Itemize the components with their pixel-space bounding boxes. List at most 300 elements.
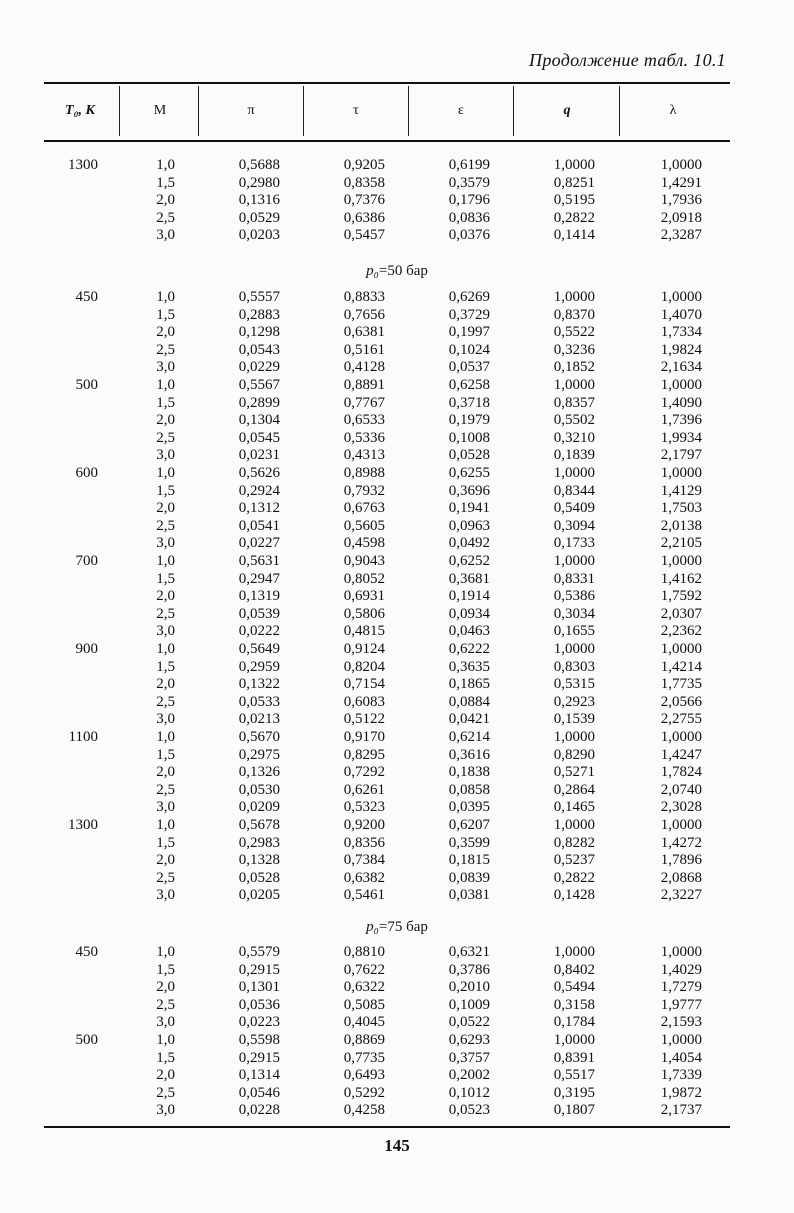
pi-cell: 0,1301 xyxy=(238,979,280,996)
lambda-cell: 1,0000 xyxy=(660,289,702,305)
lambda-cell: 1,4291 xyxy=(660,174,702,191)
lambda-cell: 1,9777 xyxy=(660,996,702,1013)
eps-cell: 0,6269 xyxy=(448,289,490,305)
eps-cell: 0,6252 xyxy=(448,553,490,569)
eps-cell: 0,1865 xyxy=(448,676,490,693)
pi-cell: 0,1322 xyxy=(238,676,280,693)
lambda-cell: 1,7503 xyxy=(660,500,702,517)
eps-cell: 0,0376 xyxy=(448,227,490,244)
eps-cell: 0,2002 xyxy=(448,1067,490,1084)
page-number: 145 xyxy=(384,1136,410,1155)
q-cell: 0,1733 xyxy=(553,535,595,552)
pi-cell: 0,0227 xyxy=(238,535,280,552)
eps-cell: 0,3718 xyxy=(448,394,490,411)
tau-cell: 0,7656 xyxy=(343,306,385,323)
t0-cell: 600 xyxy=(75,465,98,481)
header-tau: τ xyxy=(353,103,359,118)
pi-cell: 0,1326 xyxy=(238,764,280,781)
table-row xyxy=(0,588,794,606)
q-cell: 1,0000 xyxy=(553,465,595,481)
q-cell: 0,5409 xyxy=(553,500,595,517)
tau-cell: 0,5457 xyxy=(343,227,385,244)
subheading-value: =50 бар xyxy=(378,263,428,279)
tau-cell: 0,4598 xyxy=(343,535,385,552)
pi-cell: 0,5678 xyxy=(238,817,280,833)
header-q: q xyxy=(563,103,571,118)
q-cell: 0,3094 xyxy=(553,517,595,534)
eps-cell: 0,1008 xyxy=(448,429,490,446)
m-cell: 2,5 xyxy=(156,429,175,446)
eps-cell: 0,1009 xyxy=(448,996,490,1013)
q-cell: 0,2923 xyxy=(553,693,595,710)
q-cell: 0,1807 xyxy=(553,1102,595,1119)
tau-cell: 0,5461 xyxy=(343,887,385,904)
m-cell: 2,0 xyxy=(156,588,175,605)
pi-cell: 0,1298 xyxy=(238,324,280,341)
q-cell: 1,0000 xyxy=(553,817,595,833)
m-cell: 1,0 xyxy=(156,729,175,745)
eps-cell: 0,0421 xyxy=(448,711,490,728)
eps-cell: 0,3616 xyxy=(448,746,490,763)
tau-cell: 0,5122 xyxy=(343,711,385,728)
t0-cell: 700 xyxy=(75,553,98,569)
lambda-cell: 1,0000 xyxy=(660,729,702,745)
lambda-cell: 1,7735 xyxy=(660,676,702,693)
header-pi: π xyxy=(247,103,255,118)
pi-cell: 0,0205 xyxy=(238,887,280,904)
eps-cell: 0,0884 xyxy=(448,693,490,710)
m-cell: 2,5 xyxy=(156,781,175,798)
eps-cell: 0,3786 xyxy=(448,961,490,978)
eps-cell: 0,1815 xyxy=(448,852,490,869)
m-cell: 2,5 xyxy=(156,1084,175,1101)
lambda-cell: 1,7592 xyxy=(660,588,702,605)
tau-cell: 0,9205 xyxy=(343,157,385,173)
table-top-rule xyxy=(44,82,730,84)
pi-cell: 0,0209 xyxy=(238,799,280,816)
t0-cell: 900 xyxy=(75,641,98,657)
m-cell: 3,0 xyxy=(156,887,175,904)
table-row xyxy=(0,307,794,325)
pi-cell: 0,0545 xyxy=(238,429,280,446)
lambda-cell: 1,0000 xyxy=(660,944,702,960)
q-cell: 0,8370 xyxy=(553,306,595,323)
m-cell: 3,0 xyxy=(156,1014,175,1031)
table-row xyxy=(0,447,794,465)
pi-cell: 0,5670 xyxy=(238,729,280,745)
tau-cell: 0,6083 xyxy=(343,693,385,710)
lambda-cell: 2,2362 xyxy=(660,623,702,640)
m-cell: 1,5 xyxy=(156,746,175,763)
table-row xyxy=(0,324,794,342)
m-cell: 2,5 xyxy=(156,517,175,534)
m-cell: 1,0 xyxy=(156,553,175,569)
tau-cell: 0,6763 xyxy=(343,500,385,517)
lambda-cell: 1,9934 xyxy=(660,429,702,446)
pi-cell: 0,1316 xyxy=(238,192,280,209)
lambda-cell: 1,4090 xyxy=(660,394,702,411)
q-cell: 1,0000 xyxy=(553,944,595,960)
lambda-cell: 2,3287 xyxy=(660,227,702,244)
m-cell: 2,5 xyxy=(156,693,175,710)
q-cell: 0,1839 xyxy=(553,447,595,464)
lambda-cell: 1,0000 xyxy=(660,465,702,481)
lambda-cell: 1,0000 xyxy=(660,817,702,833)
table-row xyxy=(0,676,794,694)
q-cell: 0,5195 xyxy=(553,192,595,209)
pressure-subheading xyxy=(0,918,794,936)
q-cell: 0,8402 xyxy=(553,961,595,978)
eps-cell: 0,6199 xyxy=(448,157,490,173)
tau-cell: 0,5085 xyxy=(343,996,385,1013)
q-cell: 0,1428 xyxy=(553,887,595,904)
eps-cell: 0,3729 xyxy=(448,306,490,323)
m-cell: 1,5 xyxy=(156,961,175,978)
eps-cell: 0,0839 xyxy=(448,869,490,886)
eps-cell: 0,0522 xyxy=(448,1014,490,1031)
q-cell: 1,0000 xyxy=(553,377,595,393)
table-row xyxy=(0,500,794,518)
tau-cell: 0,6381 xyxy=(343,324,385,341)
table-row xyxy=(0,359,794,377)
m-cell: 3,0 xyxy=(156,1102,175,1119)
tau-cell: 0,8356 xyxy=(343,834,385,851)
tau-cell: 0,5161 xyxy=(343,341,385,358)
tau-cell: 0,5336 xyxy=(343,429,385,446)
q-cell: 0,8331 xyxy=(553,570,595,587)
q-cell: 0,3210 xyxy=(553,429,595,446)
pi-cell: 0,0231 xyxy=(238,447,280,464)
m-cell: 3,0 xyxy=(156,227,175,244)
m-cell: 2,5 xyxy=(156,605,175,622)
pi-cell: 0,2959 xyxy=(238,658,280,675)
m-cell: 3,0 xyxy=(156,359,175,376)
q-cell: 0,8282 xyxy=(553,834,595,851)
eps-cell: 0,6258 xyxy=(448,377,490,393)
eps-cell: 0,0537 xyxy=(448,359,490,376)
table-row xyxy=(0,1102,794,1120)
lambda-cell: 2,3028 xyxy=(660,799,702,816)
m-cell: 2,0 xyxy=(156,979,175,996)
m-cell: 2,0 xyxy=(156,852,175,869)
pi-cell: 0,0539 xyxy=(238,605,280,622)
q-cell: 1,0000 xyxy=(553,729,595,745)
pi-cell: 0,0530 xyxy=(238,781,280,798)
table-row xyxy=(0,852,794,870)
q-cell: 1,0000 xyxy=(553,289,595,305)
eps-cell: 0,6293 xyxy=(448,1032,490,1048)
tau-cell: 0,8204 xyxy=(343,658,385,675)
lambda-cell: 2,0868 xyxy=(660,869,702,886)
q-cell: 0,5517 xyxy=(553,1067,595,1084)
header-divider xyxy=(408,86,409,136)
m-cell: 2,0 xyxy=(156,500,175,517)
t0-cell: 450 xyxy=(75,944,98,960)
m-cell: 1,0 xyxy=(156,377,175,393)
q-cell: 0,2822 xyxy=(553,209,595,226)
table-row xyxy=(0,997,794,1015)
m-cell: 1,0 xyxy=(156,465,175,481)
q-cell: 0,5315 xyxy=(553,676,595,693)
q-cell: 0,3195 xyxy=(553,1084,595,1101)
eps-cell: 0,6321 xyxy=(448,944,490,960)
q-cell: 0,8303 xyxy=(553,658,595,675)
lambda-cell: 1,7396 xyxy=(660,412,702,429)
header-t0: T₀, К xyxy=(65,103,95,118)
lambda-cell: 2,0566 xyxy=(660,693,702,710)
pi-cell: 0,2924 xyxy=(238,482,280,499)
pi-cell: 0,0533 xyxy=(238,693,280,710)
q-cell: 1,0000 xyxy=(553,553,595,569)
q-cell: 0,5237 xyxy=(553,852,595,869)
eps-cell: 0,0528 xyxy=(448,447,490,464)
table-row xyxy=(0,157,794,175)
tau-cell: 0,4258 xyxy=(343,1102,385,1119)
pi-cell: 0,2947 xyxy=(238,570,280,587)
header-divider xyxy=(619,86,620,136)
table-row xyxy=(0,465,794,483)
table-row xyxy=(0,571,794,589)
q-cell: 1,0000 xyxy=(553,1032,595,1048)
table-row xyxy=(0,979,794,997)
tau-cell: 0,5292 xyxy=(343,1084,385,1101)
eps-cell: 0,1796 xyxy=(448,192,490,209)
pi-cell: 0,2980 xyxy=(238,174,280,191)
table-row xyxy=(0,412,794,430)
table-row xyxy=(0,1014,794,1032)
q-cell: 0,5271 xyxy=(553,764,595,781)
q-cell: 0,8391 xyxy=(553,1049,595,1066)
table-row xyxy=(0,623,794,641)
m-cell: 1,5 xyxy=(156,482,175,499)
eps-cell: 0,0963 xyxy=(448,517,490,534)
pi-cell: 0,0228 xyxy=(238,1102,280,1119)
table-row xyxy=(0,227,794,245)
lambda-cell: 2,2105 xyxy=(660,535,702,552)
pi-cell: 0,0223 xyxy=(238,1014,280,1031)
lambda-cell: 1,4162 xyxy=(660,570,702,587)
q-cell: 0,1655 xyxy=(553,623,595,640)
m-cell: 2,0 xyxy=(156,1067,175,1084)
m-cell: 1,5 xyxy=(156,658,175,675)
m-cell: 1,0 xyxy=(156,1032,175,1048)
lambda-cell: 2,0918 xyxy=(660,209,702,226)
q-cell: 0,1465 xyxy=(553,799,595,816)
tau-cell: 0,6261 xyxy=(343,781,385,798)
table-row xyxy=(0,210,794,228)
lambda-cell: 1,7824 xyxy=(660,764,702,781)
pi-cell: 0,0546 xyxy=(238,1084,280,1101)
table-row xyxy=(0,1032,794,1050)
lambda-cell: 1,4247 xyxy=(660,746,702,763)
pi-cell: 0,5626 xyxy=(238,465,280,481)
lambda-cell: 1,0000 xyxy=(660,1032,702,1048)
eps-cell: 0,3579 xyxy=(448,174,490,191)
header-eps: ε xyxy=(458,103,464,118)
m-cell: 3,0 xyxy=(156,535,175,552)
tau-cell: 0,8810 xyxy=(343,944,385,960)
m-cell: 2,5 xyxy=(156,209,175,226)
tau-cell: 0,6931 xyxy=(343,588,385,605)
eps-cell: 0,0934 xyxy=(448,605,490,622)
tau-cell: 0,9200 xyxy=(343,817,385,833)
t0-cell: 1100 xyxy=(68,729,98,745)
eps-cell: 0,1838 xyxy=(448,764,490,781)
pi-cell: 0,5598 xyxy=(238,1032,280,1048)
table-row xyxy=(0,694,794,712)
tau-cell: 0,7376 xyxy=(343,192,385,209)
pi-cell: 0,1304 xyxy=(238,412,280,429)
m-cell: 2,5 xyxy=(156,996,175,1013)
tau-cell: 0,4815 xyxy=(343,623,385,640)
tau-cell: 0,7767 xyxy=(343,394,385,411)
t0-cell: 500 xyxy=(75,1032,98,1048)
lambda-cell: 1,0000 xyxy=(660,377,702,393)
q-cell: 0,5502 xyxy=(553,412,595,429)
pi-cell: 0,1312 xyxy=(238,500,280,517)
pi-cell: 0,2899 xyxy=(238,394,280,411)
lambda-cell: 1,4029 xyxy=(660,961,702,978)
t0-cell: 500 xyxy=(75,377,98,393)
tau-cell: 0,9124 xyxy=(343,641,385,657)
pi-cell: 0,5579 xyxy=(238,944,280,960)
table-row xyxy=(0,395,794,413)
pi-cell: 0,0203 xyxy=(238,227,280,244)
tau-cell: 0,4313 xyxy=(343,447,385,464)
table-row xyxy=(0,659,794,677)
table-row xyxy=(0,711,794,729)
table-row xyxy=(0,175,794,193)
table-bottom-rule xyxy=(44,1126,730,1128)
subheading-symbol: p₀ xyxy=(366,919,379,935)
tau-cell: 0,8358 xyxy=(343,174,385,191)
tau-cell: 0,6386 xyxy=(343,209,385,226)
header-divider xyxy=(303,86,304,136)
lambda-cell: 1,9824 xyxy=(660,341,702,358)
pressure-subheading xyxy=(0,262,794,280)
eps-cell: 0,1941 xyxy=(448,500,490,517)
m-cell: 1,5 xyxy=(156,1049,175,1066)
tau-cell: 0,6322 xyxy=(343,979,385,996)
lambda-cell: 1,7334 xyxy=(660,324,702,341)
eps-cell: 0,1024 xyxy=(448,341,490,358)
table-row xyxy=(0,518,794,536)
eps-cell: 0,1012 xyxy=(448,1084,490,1101)
lambda-cell: 1,4272 xyxy=(660,834,702,851)
pi-cell: 0,2983 xyxy=(238,834,280,851)
pi-cell: 0,0213 xyxy=(238,711,280,728)
pi-cell: 0,0528 xyxy=(238,869,280,886)
q-cell: 0,5386 xyxy=(553,588,595,605)
lambda-cell: 1,4214 xyxy=(660,658,702,675)
pi-cell: 0,1319 xyxy=(238,588,280,605)
q-cell: 1,0000 xyxy=(553,157,595,173)
q-cell: 0,8251 xyxy=(553,174,595,191)
eps-cell: 0,1979 xyxy=(448,412,490,429)
q-cell: 0,5494 xyxy=(553,979,595,996)
tau-cell: 0,7292 xyxy=(343,764,385,781)
pi-cell: 0,5631 xyxy=(238,553,280,569)
q-cell: 0,1784 xyxy=(553,1014,595,1031)
q-cell: 0,3034 xyxy=(553,605,595,622)
tau-cell: 0,5323 xyxy=(343,799,385,816)
tau-cell: 0,7932 xyxy=(343,482,385,499)
table-row xyxy=(0,1050,794,1068)
lambda-cell: 1,7896 xyxy=(660,852,702,869)
table-row xyxy=(0,1067,794,1085)
table-row xyxy=(0,483,794,501)
m-cell: 2,0 xyxy=(156,324,175,341)
tau-cell: 0,7384 xyxy=(343,852,385,869)
header-lambda: λ xyxy=(669,103,677,118)
m-cell: 1,5 xyxy=(156,306,175,323)
table-row xyxy=(0,782,794,800)
q-cell: 0,3158 xyxy=(553,996,595,1013)
table-row xyxy=(0,817,794,835)
q-cell: 0,2864 xyxy=(553,781,595,798)
q-cell: 0,3236 xyxy=(553,341,595,358)
eps-cell: 0,1997 xyxy=(448,324,490,341)
table-row xyxy=(0,535,794,553)
q-cell: 0,8344 xyxy=(553,482,595,499)
pi-cell: 0,5557 xyxy=(238,289,280,305)
header-m: M xyxy=(153,103,167,118)
table-row xyxy=(0,553,794,571)
continuation-title: Продолжение табл. 10.1 xyxy=(529,50,726,70)
lambda-cell: 1,0000 xyxy=(660,157,702,173)
lambda-cell: 2,1593 xyxy=(660,1014,702,1031)
subheading-value: =75 бар xyxy=(378,919,428,935)
tau-cell: 0,8891 xyxy=(343,377,385,393)
m-cell: 3,0 xyxy=(156,447,175,464)
q-cell: 0,1852 xyxy=(553,359,595,376)
table-row xyxy=(0,1085,794,1103)
lambda-cell: 2,0740 xyxy=(660,781,702,798)
lambda-cell: 2,1797 xyxy=(660,447,702,464)
tau-cell: 0,4128 xyxy=(343,359,385,376)
pi-cell: 0,1328 xyxy=(238,852,280,869)
table-row xyxy=(0,606,794,624)
m-cell: 2,5 xyxy=(156,341,175,358)
table-header-rule xyxy=(44,140,730,142)
eps-cell: 0,3696 xyxy=(448,482,490,499)
header-divider xyxy=(513,86,514,136)
tau-cell: 0,5806 xyxy=(343,605,385,622)
table-row xyxy=(0,962,794,980)
eps-cell: 0,0836 xyxy=(448,209,490,226)
table-row xyxy=(0,835,794,853)
m-cell: 2,0 xyxy=(156,192,175,209)
table-row xyxy=(0,764,794,782)
eps-cell: 0,0395 xyxy=(448,799,490,816)
m-cell: 1,0 xyxy=(156,157,175,173)
m-cell: 3,0 xyxy=(156,799,175,816)
table-row xyxy=(0,430,794,448)
table-row xyxy=(0,747,794,765)
lambda-cell: 1,7936 xyxy=(660,192,702,209)
eps-cell: 0,2010 xyxy=(448,979,490,996)
m-cell: 1,0 xyxy=(156,641,175,657)
lambda-cell: 1,0000 xyxy=(660,641,702,657)
eps-cell: 0,3681 xyxy=(448,570,490,587)
m-cell: 1,0 xyxy=(156,944,175,960)
eps-cell: 0,6222 xyxy=(448,641,490,657)
tau-cell: 0,8052 xyxy=(343,570,385,587)
pi-cell: 0,0541 xyxy=(238,517,280,534)
eps-cell: 0,0492 xyxy=(448,535,490,552)
q-cell: 0,1539 xyxy=(553,711,595,728)
subheading-symbol: p₀ xyxy=(366,263,379,279)
